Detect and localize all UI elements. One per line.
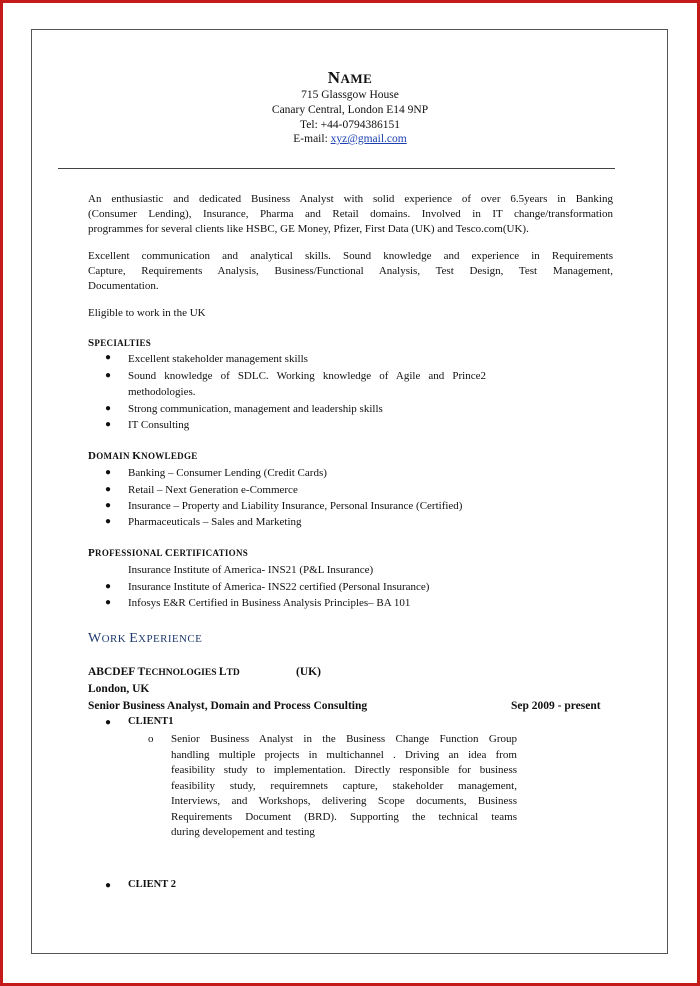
bullet: ● bbox=[105, 597, 112, 608]
candidate-name: NAME bbox=[327, 68, 373, 87]
list-item: methodologies. bbox=[128, 386, 196, 398]
client-1-label: CLIENT1 bbox=[128, 716, 174, 727]
client-1-description: Senior Business Analyst in the Business Change Function Group handling multiple projects in multichannel . Driving an idea from feasibility study to implementation. Directly responsible for business feasibility study, requiremnets capture, stakeholder management, Interviews, and Workshops, delivering Scope documents, Business Requirements Document (BRD). Supporting the technical teams during developement and testing bbox=[171, 733, 517, 838]
header-divider bbox=[58, 168, 615, 169]
work-experience-heading: WORK EXPERIENCE bbox=[88, 631, 203, 646]
list-item: Retail – Next Generation e-Commerce bbox=[128, 484, 298, 496]
telephone: Tel: +44-0794386151 bbox=[300, 119, 400, 131]
list-item: Insurance Institute of America- INS21 (P&L Insurance) bbox=[128, 564, 374, 576]
summary-paragraph-2: Excellent communication and analytical skills. Sound knowledge and experience in Requirements Capture, Requirements Analysis, Business/Functional Analysis, Test Design, Test Management, Documentation. bbox=[88, 250, 613, 292]
list-item: Sound knowledge of SDLC. Working knowledge of Agile and Prince2 bbox=[128, 370, 486, 382]
bullet: ● bbox=[105, 352, 112, 363]
list-item: Infosys E&R Certified in Business Analysis Principles– BA 101 bbox=[128, 597, 411, 609]
bullet: ● bbox=[105, 419, 112, 430]
domain-heading: DOMAIN KNOWLEDGE bbox=[88, 450, 198, 462]
bullet: ● bbox=[105, 370, 112, 381]
company-country: (UK) bbox=[296, 666, 321, 678]
job-role: Senior Business Analyst, Domain and Process Consulting bbox=[88, 700, 368, 712]
specialties-heading: SPECIALTIES bbox=[88, 337, 152, 349]
address-line-2: Canary Central, London E14 9NP bbox=[271, 104, 429, 116]
work-eligibility: Eligible to work in the UK bbox=[88, 307, 206, 319]
bullet: ● bbox=[105, 403, 112, 414]
bullet: ● bbox=[105, 880, 112, 891]
list-item: Insurance – Property and Liability Insurance, Personal Insurance (Certified) bbox=[128, 500, 463, 512]
job-dates: Sep 2009 - present bbox=[511, 700, 601, 712]
list-item: Insurance Institute of America- INS22 certified (Personal Insurance) bbox=[128, 581, 430, 593]
bullet: ● bbox=[105, 581, 112, 592]
email-link[interactable]: xyz@gmail.com bbox=[330, 133, 407, 145]
bullet: ● bbox=[105, 484, 112, 495]
list-item: Strong communication, management and leadership skills bbox=[128, 403, 383, 415]
sub-bullet: o bbox=[148, 733, 154, 745]
summary-paragraph-1: An enthusiastic and dedicated Business Analyst with solid experience of over 6.5years in Banking (Consumer Lending), Insurance, Pharma and Retail domains. Involved in IT change/transformation programmes for several clients like HSBC, GE Money, Pfizer, First Data (UK) and Tesco.com(UK). bbox=[88, 193, 613, 235]
bullet: ● bbox=[105, 500, 112, 511]
bullet: ● bbox=[105, 467, 112, 478]
company-name: ABCDEF TECHNOLOGIES LTD bbox=[88, 666, 240, 678]
email-line: E-mail: xyz@gmail.com bbox=[293, 133, 407, 145]
bullet: ● bbox=[105, 717, 112, 728]
certifications-heading: PROFESSIONAL CERTIFICATIONS bbox=[88, 547, 249, 559]
list-item: Excellent stakeholder management skills bbox=[128, 353, 308, 365]
company-location: London, UK bbox=[88, 683, 150, 695]
list-item: IT Consulting bbox=[128, 419, 190, 431]
address-line-1: 715 Glassgow House bbox=[301, 89, 399, 101]
bullet: ● bbox=[105, 516, 112, 527]
client-2-label: CLIENT 2 bbox=[128, 879, 176, 890]
list-item: Banking – Consumer Lending (Credit Cards) bbox=[128, 467, 327, 479]
list-item: Pharmaceuticals – Sales and Marketing bbox=[128, 516, 302, 528]
